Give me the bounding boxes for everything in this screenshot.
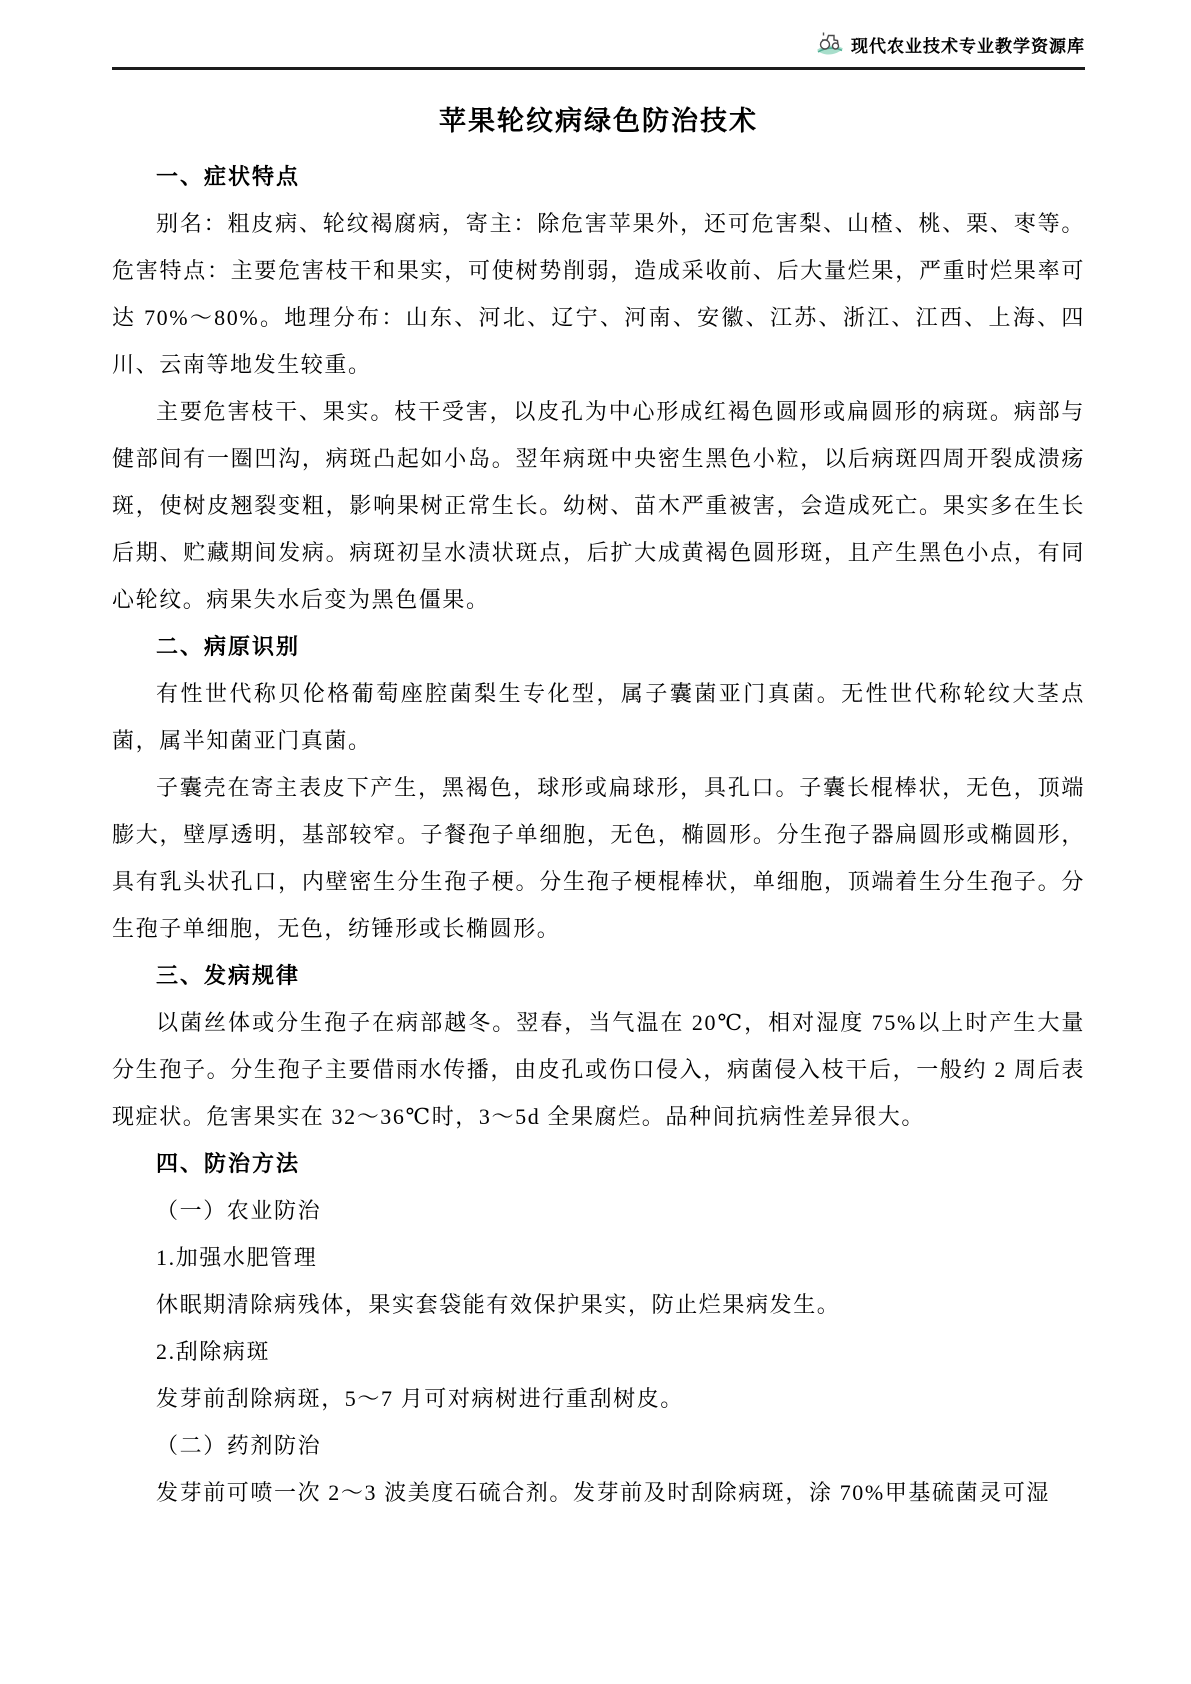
paragraph: 以菌丝体或分生孢子在病部越冬。翌春，当气温在 20℃，相对湿度 75%以上时产生大量分生孢子。分生孢子主要借雨水传播，由皮孔或伤口侵入，病菌侵入枝干后，一般约 2 周后表现症状。危害果实在 32～36℃时，3～5d 全果腐烂。品种间抗病性差异很大。 (112, 1010, 1085, 1129)
section-heading-2: 二、病原识别 (156, 634, 301, 659)
section-symptoms (112, 153, 1085, 623)
subsection-label: （一）农业防治 (156, 1198, 322, 1223)
page-header (112, 0, 1085, 70)
brand (112, 0, 1085, 62)
brand-text: 现代农业技术专业教学资源库 (851, 36, 1085, 56)
subsection-label: （二）药剂防治 (156, 1433, 322, 1458)
document-title: 苹果轮纹病绿色防治技术 (439, 106, 758, 136)
list-item: 1.加强水肥管理 (156, 1245, 318, 1270)
section-heading-3: 三、发病规律 (156, 963, 301, 988)
paragraph: 发芽前刮除病斑，5～7 月可对病树进行重刮树皮。 (156, 1386, 684, 1411)
paragraph: 休眠期清除病残体，果实套袋能有效保护果实，防止烂果病发生。 (156, 1292, 841, 1317)
document-body (112, 77, 1085, 1516)
paragraph: 别名：粗皮病、轮纹褐腐病，寄主：除危害苹果外，还可危害梨、山楂、桃、栗、枣等。危害特点：主要危害枝干和果实，可使树势削弱，造成采收前、后大量烂果，严重时烂果率可达 70%～80%。地理分布：山东、河北、辽宁、河南、安徽、江苏、浙江、江西、上海、四川、云南等地发生较重。 (112, 211, 1085, 377)
header-rule (112, 67, 1085, 70)
tractor-logo-icon (814, 28, 846, 60)
paragraph: 主要危害枝干、果实。枝干受害，以皮孔为中心形成红褐色圆形或扁圆形的病斑。病部与健部间有一圈凹沟，病斑凸起如小岛。翌年病斑中央密生黑色小粒，以后病斑四周开裂成溃疡斑，使树皮翘裂变粗，影响果树正常生长。幼树、苗木严重被害，会造成死亡。果实多在生长后期、贮藏期间发病。病斑初呈水渍状斑点，后扩大成黄褐色圆形斑，且产生黑色小点，有同心轮纹。病果失水后变为黑色僵果。 (112, 399, 1085, 612)
section-heading-4: 四、防治方法 (156, 1151, 301, 1176)
paragraph: 有性世代称贝伦格葡萄座腔菌梨生专化型，属子囊菌亚门真菌。无性世代称轮纹大茎点菌，属半知菌亚门真菌。 (112, 681, 1085, 753)
section-heading-1: 一、症状特点 (156, 164, 301, 189)
paragraph: 发芽前可喷一次 2～3 波美度石硫合剂。发芽前及时刮除病斑，涂 70%甲基硫菌灵可湿 (156, 1480, 1051, 1505)
paragraph: 子囊壳在寄主表皮下产生，黑褐色，球形或扁球形，具孔口。子囊长棍棒状，无色，顶端膨大，壁厚透明，基部较窄。子餐孢子单细胞，无色，椭圆形。分生孢子器扁圆形或椭圆形，具有乳头状孔口，内壁密生分生孢子梗。分生孢子梗棍棒状，单细胞，顶端着生分生孢子。分生孢子单细胞，无色，纺锤形或长椭圆形。 (112, 775, 1085, 941)
list-item: 2.刮除病斑 (156, 1339, 271, 1364)
section-pathogen (112, 623, 1085, 952)
section-disease-pattern (112, 952, 1085, 1140)
section-control-methods (112, 1140, 1085, 1516)
